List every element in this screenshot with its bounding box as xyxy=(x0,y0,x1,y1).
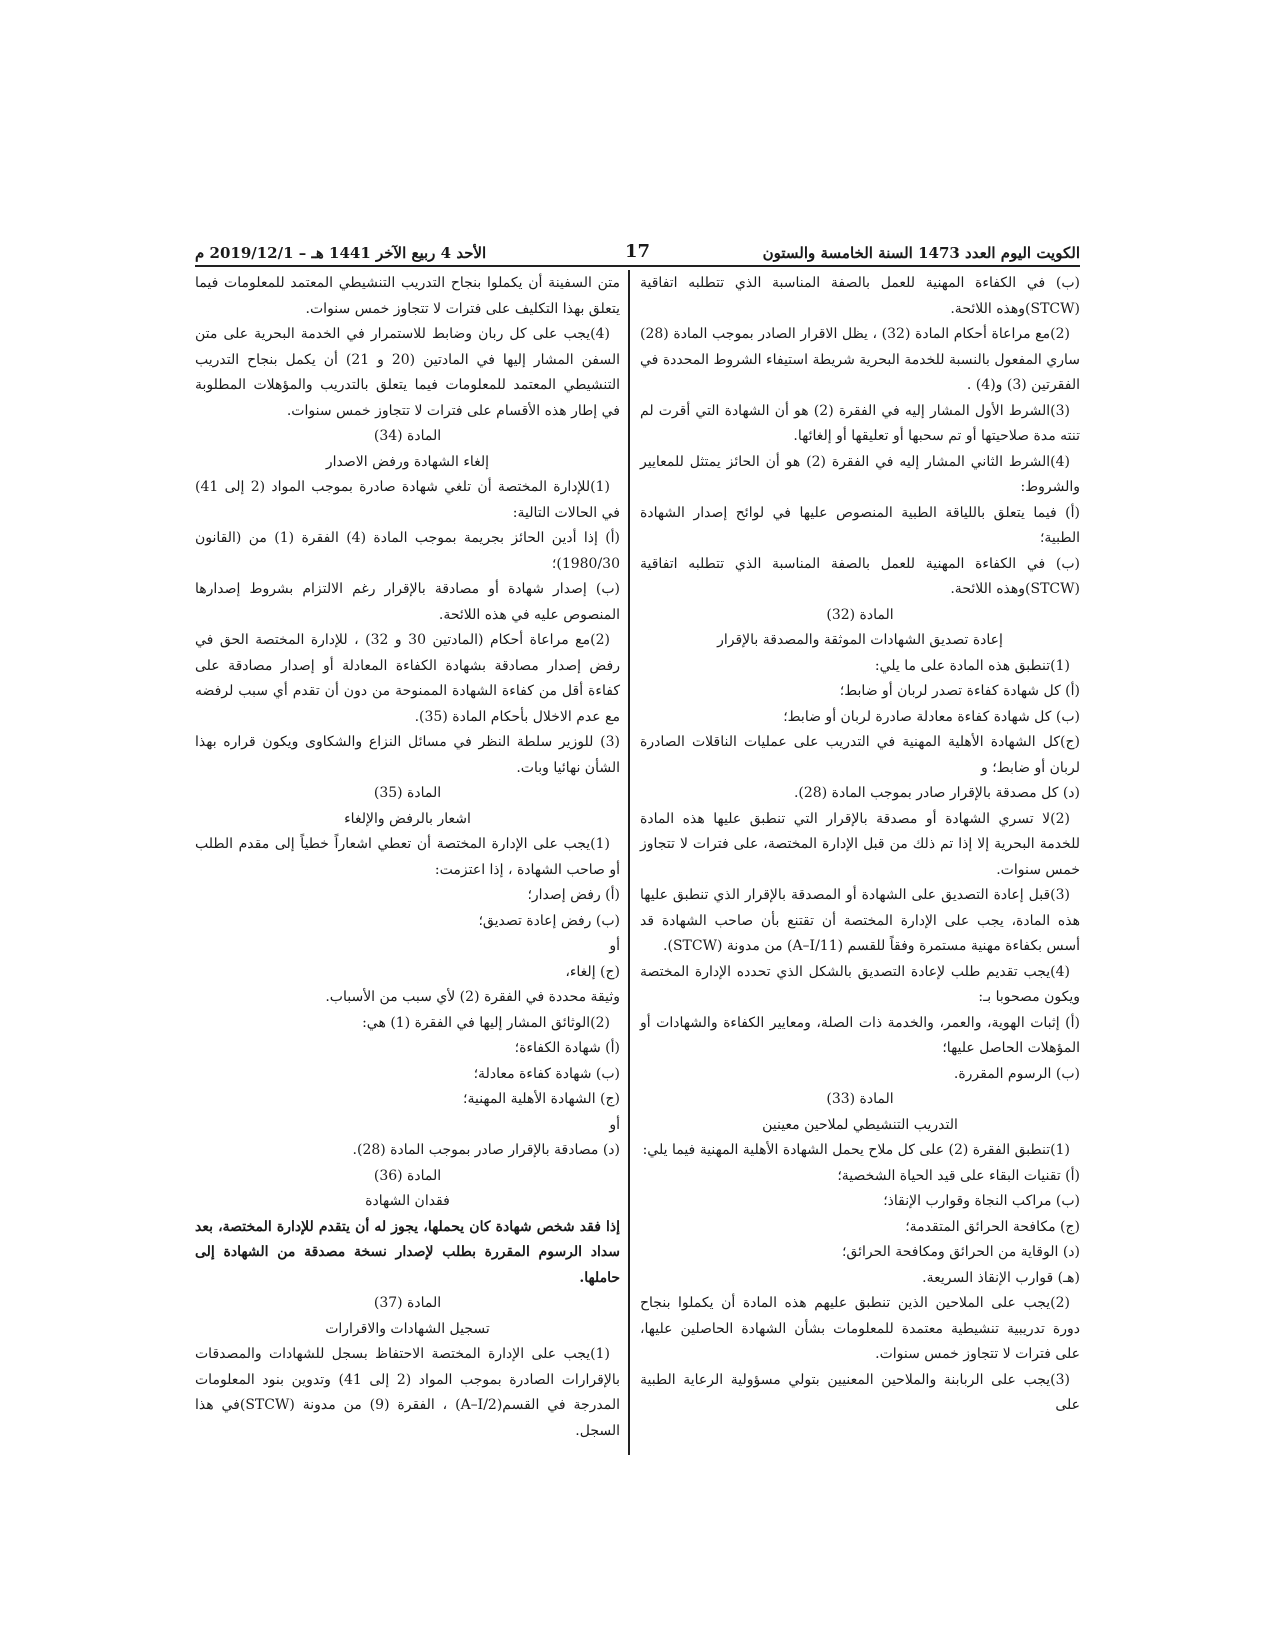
article-heading: المادة (36) xyxy=(373,1167,442,1184)
page-header xyxy=(195,232,1080,262)
paragraph: (2)مع مراعاة أحكام المادة (32) ، يظل الاقرار الصادر بموجب المادة (28) ساري المفعول بالنسبة للخدمة البحرية شريطة استيفاء الشروط المحددة في الفقرتين (3) و(4) . xyxy=(640,326,1080,393)
article-title: فقدان الشهادة xyxy=(365,1193,450,1209)
list-item: (ج) الشهادة الأهلية المهنية؛ xyxy=(463,1091,620,1107)
paragraph: (3)يجب على الربابنة والملاحين المعنيين بتولي مسؤولية الرعاية الطبية على xyxy=(640,1371,1080,1413)
article-heading: المادة (35) xyxy=(373,785,442,801)
paragraph: (2)يجب على الملاحين الذين تنطبق عليهم هذه المادة أن يكملوا بنجاح دورة تدريبية تنشيطية معتمدة للمعلومات بشأن الشهادة الحاصلين عليها، على فترات لا تتجاوز خمس سنوات. xyxy=(640,1295,1080,1362)
list-item: (ب) مراكب النجاة وقوارب الإنقاذ؛ xyxy=(883,1193,1080,1209)
paragraph: (3) للوزير سلطة النظر في مسائل النزاع والشكاوى ويكون قراره بهذا الشأن نهائيا وبات. xyxy=(195,734,620,776)
list-item: (ج)كل الشهادة الأهلية المهنية في التدريب على عمليات الناقلات الصادرة لربان أو ضابط؛ و xyxy=(640,734,1080,776)
article-title: تسجيل الشهادات والاقرارات xyxy=(325,1320,490,1337)
article-title: التدريب التنشيطي لملاحين معينين xyxy=(762,1116,958,1133)
paragraph: وثيقة محددة في الفقرة (2) لأي سبب من الأسباب. xyxy=(325,989,620,1005)
list-item: (أ) رفض إصدار؛ xyxy=(527,887,620,903)
article-heading: المادة (32) xyxy=(826,606,894,623)
page-number: 17 xyxy=(624,241,651,262)
list-connector: أو xyxy=(609,1116,620,1133)
column-divider xyxy=(628,270,630,1455)
paragraph: (1)يجب على الإدارة المختصة أن تعطي اشعاراً خطياً إلى مقدم الطلب أو صاحب الشهادة ، إذا اعتزمت: xyxy=(195,836,620,878)
paragraph: (2)لا تسري الشهادة أو مصدقة بالإقرار التي تنطبق عليها هذه المادة للخدمة البحرية إلا إذا تم ذلك من قبل الإدارة المختصة، على فترات لا تتجاوز خمس سنوات. xyxy=(640,810,1080,878)
article-title: إعادة تصديق الشهادات الموثقة والمصدقة بالإقرار xyxy=(717,632,1003,648)
paragraph: متن السفينة أن يكملوا بنجاح التدريب التنشيطي المعتمد للمعلومات فيما يتعلق بهذا التكليف على فترات لا تتجاوز خمس سنوات. xyxy=(195,275,620,317)
paragraph: (ب) في الكفاءة المهنية للعمل بالصفة المناسبة الذي تتطلبه اتفاقية (STCW)وهذه اللائحة. xyxy=(640,555,1080,597)
list-item: (أ) إذا أدين الحائز بجريمة بموجب المادة (4) الفقرة (1) من (القانون 1980/30)؛ xyxy=(195,530,621,572)
article-title: إلغاء الشهادة ورفض الاصدار xyxy=(325,453,490,470)
right-column xyxy=(640,271,1080,1419)
paragraph: (1)تنطبق هذه المادة على ما يلي: xyxy=(874,657,1070,674)
paragraph: (4)يجب تقديم طلب لإعادة التصديق بالشكل الذي تحدده الإدارة المختصة ويكون مصحوبا بـ: xyxy=(640,963,1080,1005)
list-connector: أو xyxy=(609,938,620,954)
article-title: اشعار بالرفض والإلغاء xyxy=(344,810,471,827)
header-rule xyxy=(195,265,1080,267)
list-item: (ج) مكافحة الحرائق المتقدمة؛ xyxy=(905,1218,1080,1235)
list-item: (ج) إلغاء، xyxy=(565,963,620,980)
paragraph: (ب) في الكفاءة المهنية للعمل بالصفة المناسبة الذي تتطلبه اتفاقية (STCW)وهذه اللائحة. xyxy=(640,275,1080,317)
paragraph: (3)الشرط الأول المشار إليه في الفقرة (2) هو أن الشهادة التي أقرت لم تنته مدة صلاحيتها أو تم سحبها أو تعليقها أو إلغائها. xyxy=(640,402,1080,444)
list-item: (د) مصادقة بالإقرار صادر بموجب المادة (28). xyxy=(352,1142,620,1158)
paragraph: (2)مع مراعاة أحكام (المادتين 30 و 32) ، للإدارة المختصة الحق في رفض إصدار مصادقة بشهادة الكفاءة المعادلة أو إصدار مصادقة على كفاءة أقل من كفاءة الشهادة الممنوحة من دون أن تقدم أي سبب لرفضه مع عدم الاخلال بأحكام المادة (35). xyxy=(195,632,620,725)
article-heading: المادة (34) xyxy=(373,428,442,444)
list-item: (ب) الرسوم المقررة. xyxy=(953,1065,1080,1082)
list-item: (د) الوقاية من الحرائق ومكافحة الحرائق؛ xyxy=(841,1244,1080,1260)
list-item: (ب) إصدار شهادة أو مصادقة بالإقرار رغم الالتزام بشروط إصدارها المنصوص عليه في هذه اللائحة. xyxy=(195,581,620,623)
header-date: الأحد 4 ربيع الآخر 1441 هـ – 2019/12/1 م xyxy=(195,244,487,262)
paragraph: إذا فقد شخص شهادة كان يحملها، يجوز له أن يتقدم للإدارة المختصة، بعد سداد الرسوم المقررة بطلب لإصدار نسخة مصدقة من الشهادة إلى حاملها. xyxy=(195,1218,620,1286)
left-column xyxy=(195,271,620,1444)
paragraph: (2)الوثائق المشار إليها في الفقرة (1) هي: xyxy=(362,1014,610,1031)
paragraph: (4)يجب على كل ربان وضابط للاستمرار في الخدمة البحرية على متن السفن المشار إليها في المادتين (20 و 21) أن يكمل بنجاح التدريب التنشيطي المعتمد للمعلومات فيما يتعلق بالتدريب والمؤهلات المطلوبة في إطار هذه الأقسام على فترات لا تتجاوز خمس سنوات. xyxy=(195,326,620,419)
list-item: (ب) رفض إعادة تصديق؛ xyxy=(478,912,620,929)
list-item: (ب) كل شهادة كفاءة معادلة صادرة لربان أو ضابط؛ xyxy=(783,708,1080,725)
paragraph: (1)تنطبق الفقرة (2) على كل ملاح يحمل الشهادة الأهلية المهنية فيما يلي: xyxy=(642,1142,1070,1158)
list-item: (هـ) قوارب الإنقاذ السريعة. xyxy=(922,1269,1080,1286)
paragraph: (1)يجب على الإدارة المختصة الاحتفاظ بسجل للشهادات والمصدقات بالإقرارات الصادرة بموجب المواد (2 إلى 41) وتدوين بنود المعلومات المدرجة في القسم(A–I/2) ، الفقرة (9) من مدونة (STCW)في هذا السجل. xyxy=(195,1346,620,1439)
list-item: (د) كل مصدقة بالإقرار صادر بموجب المادة (28). xyxy=(793,785,1080,801)
paragraph: (3)قبل إعادة التصديق على الشهادة أو المصدقة بالإقرار الذي تنطبق عليها هذه المادة، يجب على الإدارة المختصة أن تقتنع بأن صاحب الشهادة قد أسس بكفاءة مهنية مستمرة وفقاً للقسم (A–I/11) من مدونة (STCW). xyxy=(640,887,1080,954)
paragraph: (4)الشرط الثاني المشار إليه في الفقرة (2) هو أن الحائز يمتثل للمعايير والشروط: xyxy=(640,453,1080,495)
list-item: (ب) شهادة كفاءة معادلة؛ xyxy=(473,1065,620,1082)
article-heading: المادة (33) xyxy=(826,1091,894,1107)
list-item: (أ) تقنيات البقاء على قيد الحياة الشخصية؛ xyxy=(837,1167,1080,1184)
list-item: (أ) كل شهادة كفاءة تصدر لربان أو ضابط؛ xyxy=(839,683,1080,699)
list-item: (أ) إثبات الهوية، والعمر، والخدمة ذات الصلة، ومعايير الكفاءة والشهادات أو المؤهلات الحاصل عليها؛ xyxy=(640,1014,1080,1056)
header-issue-info: الكويت اليوم العدد 1473 السنة الخامسة والستون xyxy=(762,244,1080,262)
article-heading: المادة (37) xyxy=(373,1295,442,1311)
paragraph: (1)للإدارة المختصة أن تلغي شهادة صادرة بموجب المواد (2 إلى 41) في الحالات التالية: xyxy=(195,479,620,521)
list-item: (أ) شهادة الكفاءة؛ xyxy=(514,1040,620,1056)
paragraph: (أ) فيما يتعلق باللياقة الطبية المنصوص عليها في لوائح إصدار الشهادة الطبية؛ xyxy=(640,504,1080,546)
